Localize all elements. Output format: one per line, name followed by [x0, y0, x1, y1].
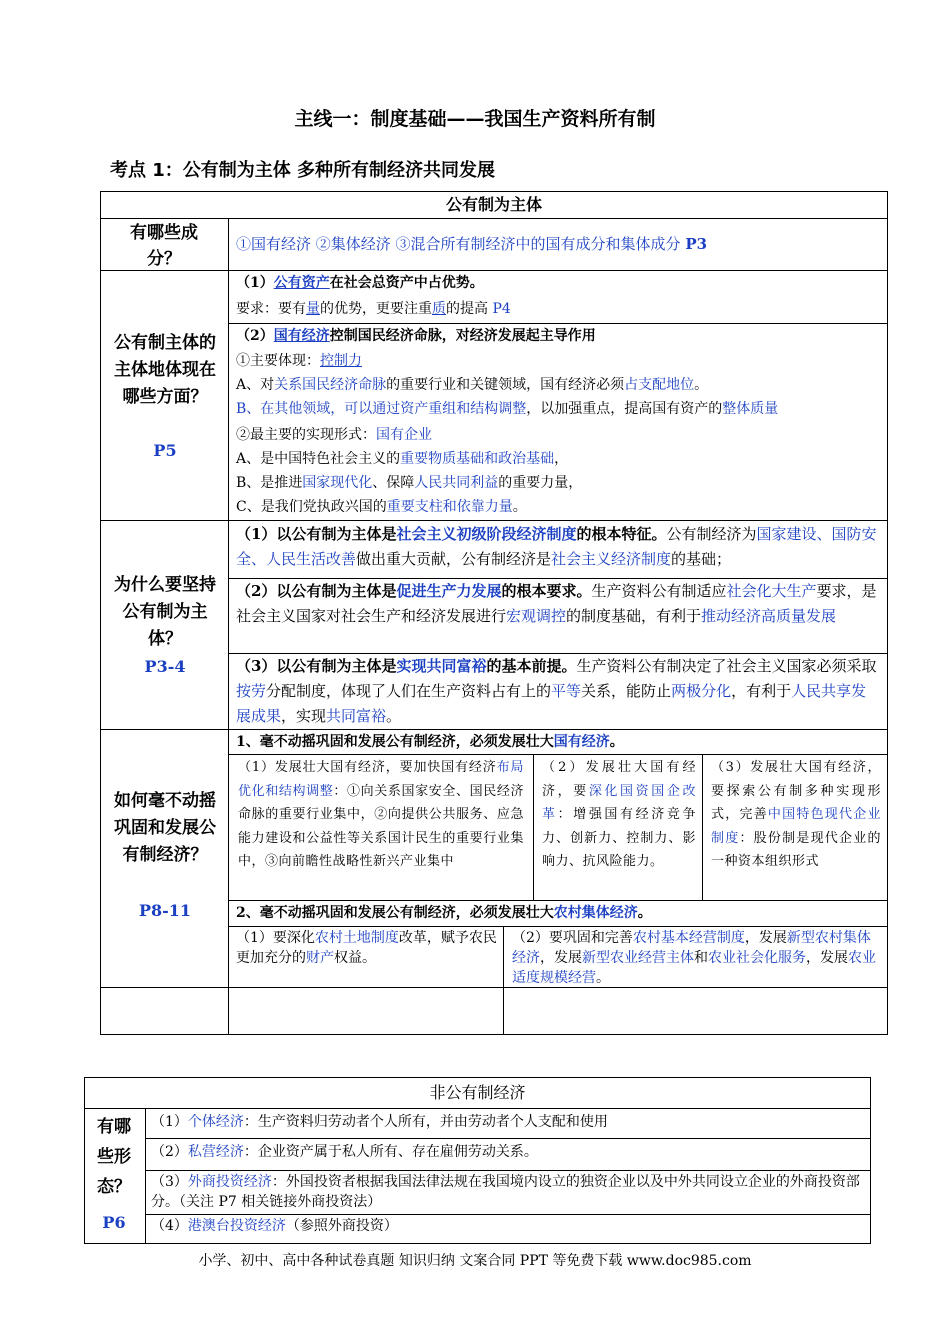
- row4-heading2: 2、毫不动摇巩固和发展公有制经济，必须发展壮大农村集体经济。: [236, 905, 652, 921]
- row2-point2-line4: ②最主要的实现形式：国有企业: [236, 427, 432, 443]
- row2-page-ref: P5: [153, 441, 177, 460]
- row2-point2-line7: C、是我们党执政兴国的重要支柱和依靠力量。: [236, 499, 527, 515]
- row2-point2: （2）国有经济控制国民经济命脉，对经济发展起主导作用: [236, 328, 596, 344]
- row2-point2-line6: B、是推进国家现代化、保障人民共同利益的重要力量，: [236, 475, 583, 491]
- row2-point2-line2: A、对关系国民经济命脉的重要行业和关键领域，国有经济必须占支配地位。: [236, 377, 709, 393]
- row1-question: 有哪些成分？: [130, 223, 198, 269]
- row2-point2-line3: B、在其他领域，可以通过资产重组和结构调整，以加强重点，提高国有资产的整体质量: [236, 401, 779, 417]
- type-item-2: （2）私营经济：企业资产属于私人所有、存在雇佣劳动关系。: [151, 1144, 538, 1160]
- row2-point2-line5: A、是中国特色社会主义的重要物质基础和政治基础，: [236, 451, 569, 467]
- row4-rural2: （2）要巩固和完善农村基本经营制度，发展新型农村集体经济，发展新型农业经营主体和农业社会化服务，发展农业适度规模经营。: [512, 930, 876, 986]
- page-title: 主线一：制度基础——我国生产资料所有制: [294, 108, 656, 130]
- table2-header: 非公有制经济: [429, 1083, 526, 1102]
- row3-reason3: （3）以公有制为主体是实现共同富裕的基本前提。生产资料公有制决定了社会主义国家必须采取按劳分配制度，体现了人们在生产资料占有上的平等关系，能防止两极分化，有利于人民共享发展成果，实现共同富裕。: [236, 657, 877, 725]
- row3-reason1: （1）以公有制为主体是社会主义初级阶段经济制度的根本特征。公有制经济为国家建设、国防安全、人民生活改善做出重大贡献，公有制经济是社会主义经济制度的基础；: [236, 525, 877, 568]
- row4-page-ref: P8-11: [138, 901, 192, 920]
- page-footer: 小学、初中、高中各种试卷真题 知识归纳 文案合同 PPT 等免费下载 www.doc985.com: [198, 1253, 752, 1269]
- row2-point1-requirement: 要求：要有量的优势，更要注重质的提高 P4: [236, 301, 511, 317]
- row4-rural1: （1）要深化农村土地制度改革，赋予农民更加充分的财产权益。: [236, 930, 497, 966]
- row2-question: 公有制主体的主体地体现在哪些方面？: [114, 333, 216, 407]
- type-item-3: （3）外商投资经济：外国投资者根据我国法律法规在我国境内设立的独资企业以及中外共同设立企业的外商投资部分。（关注 P7 相关链接外商投资法）: [151, 1174, 860, 1210]
- row3-page-ref: P3-4: [144, 657, 186, 676]
- row3-reason2: （2）以公有制为主体是促进生产力发展的根本要求。生产资料公有制适应社会化大生产要求，是社会主义国家对社会生产和经济发展进行宏观调控的制度基础，有利于推动经济高质量发展: [236, 582, 877, 625]
- row4-col3: （3）发展壮大国有经济，要探索公有制多种实现形式，完善中国特色现代企业制度：股份制是现代企业的一种资本组织形式: [711, 760, 881, 869]
- row1-answer: ①国有经济 ②集体经济 ③混合所有制经济中的国有成分和集体成分 P3: [236, 235, 708, 253]
- row4-col1: （1）发展壮大国有经济，要加快国有经济布局优化和结构调整：①向关系国家安全、国民经济命脉的重要行业集中，②向提供公共服务、应急能力建设和公益性等关系国计民生的重要行业集中，③向前瞻性战略性新兴产业集中: [238, 760, 524, 869]
- table1-header: 公有制为主体: [445, 195, 542, 214]
- table2-page-ref: P6: [102, 1213, 126, 1232]
- row4-question: 如何毫不动摇巩固和发展公有制经济？: [114, 791, 216, 865]
- type-item-1: （1）个体经济：生产资料归劳动者个人所有，并由劳动者个人支配和使用: [151, 1114, 608, 1130]
- row4-col2: （2）发展壮大国有经济，要深化国资国企改革：增强国有经济竞争力、创新力、控制力、影响力、抗风险能力。: [542, 760, 696, 869]
- row3-question: 为什么要坚持公有制为主体？: [114, 575, 216, 649]
- type-item-4: （4）港澳台投资经济（参照外商投资）: [151, 1218, 398, 1234]
- row2-point2-line1: ①主要体现：控制力: [236, 353, 362, 369]
- row4-heading1: 1、毫不动摇巩固和发展公有制经济，必须发展壮大国有经济。: [236, 734, 624, 750]
- table2-question: 有哪些形态？: [97, 1117, 131, 1197]
- section-subtitle: 考点 1：公有制为主体 多种所有制经济共同发展: [110, 160, 496, 181]
- row2-point1: （1）公有资产在社会总资产中占优势。: [236, 275, 484, 291]
